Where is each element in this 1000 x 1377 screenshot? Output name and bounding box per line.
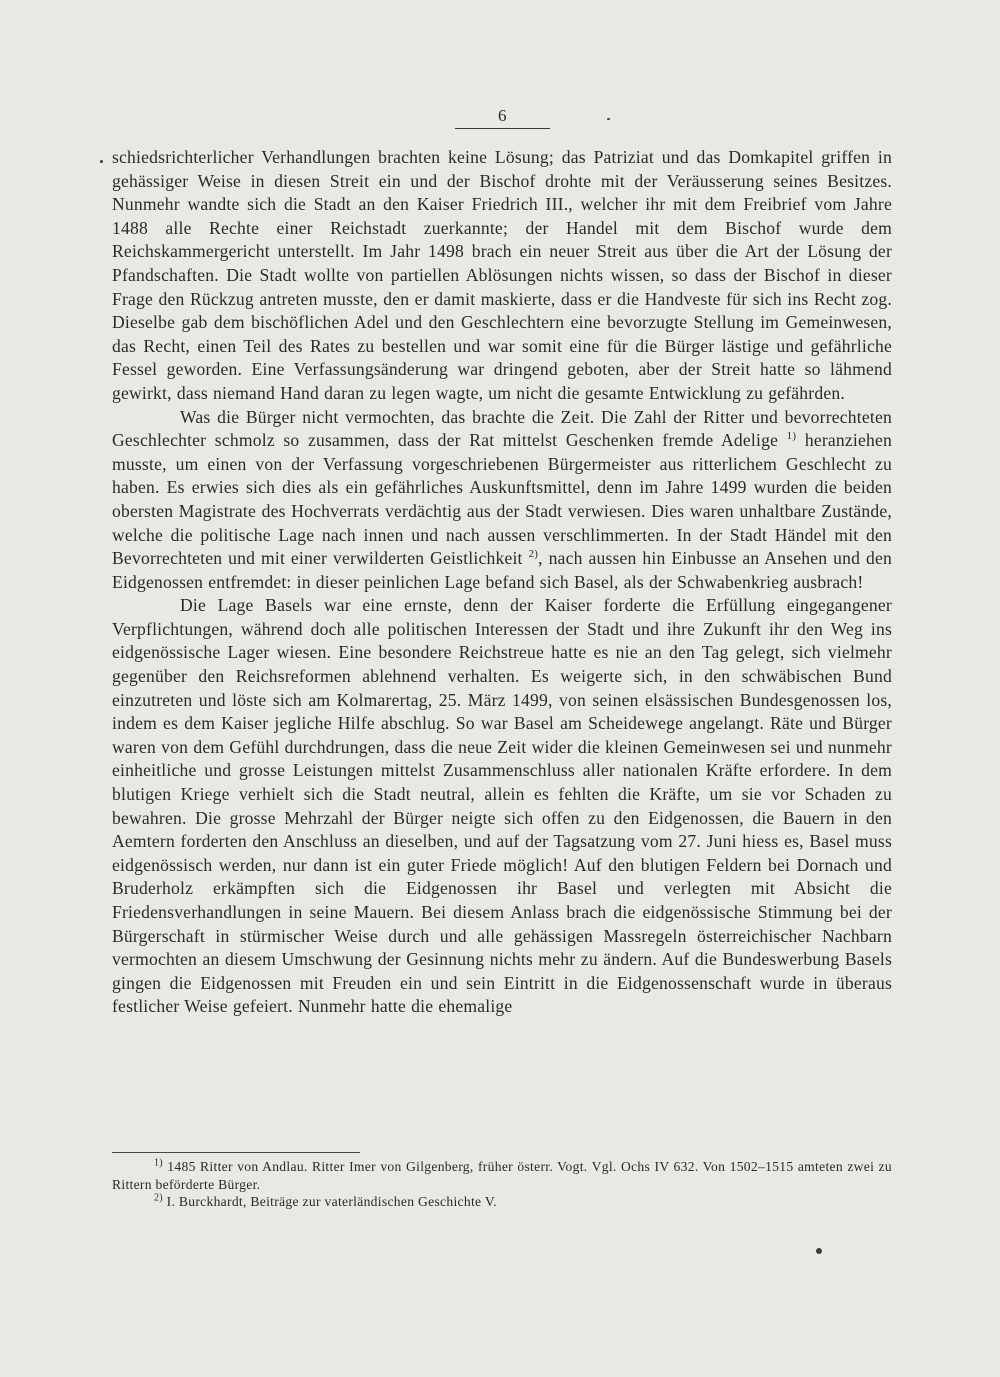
ink-speck [100, 160, 103, 163]
footnote-1-mark: 1) [154, 1157, 163, 1169]
paragraph-2 [112, 406, 892, 595]
paragraph-2-part-1: Was die Bürger nicht vermochten, das brachte die Zeit. Die Zahl der Ritter und bevorrechteten Geschlechter schmolz so zusammen, dass der Rat mittelst Geschenken fremde Adelige [112, 406, 892, 451]
main-text [112, 146, 892, 1019]
paragraph-2-part-2: heranziehen musste, um einen von der Verfassung vorgeschriebenen Bürgermeister aus ritterlichem Geschlecht zu haben. Es erwies sich dies als ein gefährliches Auskunftsmittel, denn im Jahre 1499 wurden die beiden obersten Magistrate des Hochverrats verdächtig aus der Stadt verwiesen. Dies waren unhaltbare Zustände, welche die politische Lage nach innen und nach aussen verschlimmerten. In der Stadt Händel mit den Bevorrechteten und mit einer verwilderten Geistlichkeit [112, 430, 892, 569]
footnotes [112, 1158, 892, 1211]
ink-speck [607, 118, 610, 120]
footnote-separator [112, 1152, 360, 1153]
paragraph-1: schiedsrichterlicher Verhandlungen brachten keine Lösung; das Patriziat und das Domkapitel griffen in gehässiger Weise in diesen Streit ein und der Bischof drohte mit der Veräusserung seines Besitzes. Nunmehr wandte sich die Stadt an den Kaiser Friedrich III., welcher ihr mit dem Freibrief vom Jahre 1488 alle Rechte einer Reichstadt zuerkannte; der Handel mit dem Bischof wurde dem Reichskammergericht unterstellt. Im Jahr 1498 brach ein neuer Streit aus über die Art der Lösung der Pfandschaften. Die Stadt wollte von partiellen Ablösungen nichts wissen, so dass der Bischof in dieser Frage den Rückzug antreten musste, den er damit maskierte, dass er die Handveste für sich ins Recht zog. Dieselbe gab dem bischöflichen Adel und den Geschlechtern eine bevorzugte Stellung im Gemeinwesen, das Recht, einen Teil des Rates zu bestellen und war somit eine für die Bürger lästige und gefährliche Fessel geworden. Eine Verfassungsänderung war dringend geboten, aber der Streit hatte so lähmend gewirkt, dass niemand Hand daran zu legen wagte, um nicht die gesamte Entwicklung zu gefährden. [112, 147, 892, 403]
footnote-2-text: I. Burckhardt, Beiträge zur vaterländischen Geschichte V. [162, 1194, 497, 1209]
page-number-rule [455, 128, 550, 129]
ink-speck [816, 1248, 822, 1254]
paragraph-2-part-3: , nach aussen hin Einbusse an Ansehen und den Eidgenossen entfremdet: in dieser peinlichen Lage befand sich Basel, als der Schwabenkrieg ausbrach! [112, 548, 892, 592]
footnote-1-text: 1485 Ritter von Andlau. Ritter Imer von Gilgenberg, früher österr. Vogt. Vgl. Ochs IV 632. Von 1502–1515 amteten zwei zu Rittern beförderte Bürger. [112, 1159, 892, 1192]
page-number: 6 [498, 106, 507, 125]
footnote-1 [112, 1158, 892, 1193]
footnote-2 [112, 1193, 892, 1211]
footnote-reference-1: 1) [786, 430, 797, 443]
footnote-reference-2: 2) [528, 548, 539, 561]
paragraph-3: Die Lage Basels war eine ernste, denn der Kaiser forderte die Erfüllung eingegangener Verpflichtungen, während doch alle politischen Interessen der Stadt und ihre Zukunft ihr den Weg ins eidgenössische Lager wiesen. Eine besondere Reichstreue hatte es nie an den Tag gelegt, sich vielmehr gegenüber den Reichsreformen ablehnend verhalten. Es weigerte sich, in den schwäbischen Bund einzutreten und löste sich am Kolmarertag, 25. März 1499, von seinen elsässischen Bundesgenossen los, indem es dem Kaiser jegliche Hilfe abschlug. So war Basel am Scheidewege angelangt. Räte und Bürger waren von dem Gefühl durchdrungen, dass die neue Zeit wider die kleinen Gemeinwesen sei und nunmehr einheitliche und grosse Leistungen mittelst Zusammenschluss aller nationalen Kräfte erfordere. In dem blutigen Kriege verhielt sich die Stadt neutral, allein es fehlten die Kräfte, um sie vor Schaden zu bewahren. Die grosse Mehrzahl der Bürger neigte sich offen zu den Eidgenossen, die Bauern in den Aemtern forderten den Anschluss an dieselben, und auf der Tagsatzung vom 27. Juni hiess es, Basel muss eidgenössisch werden, nur dann ist ein guter Friede möglich! Auf den blutigen Feldern bei Dornach und Bruderholz erkämpften sich die Eidgenossen ihr Basel und verlegten mit Absicht die Friedensverhandlungen in seine Mauern. Bei diesem Anlass brach die eidgenössische Stimmung bei der Bürgerschaft in stürmischer Weise durch und alle gehässigen Massregeln österreichischer Nachbarn vermochten an diesem Umschwung der Gesinnung nichts mehr zu ändern. Auf die Bundeswerbung Basels gingen die Eidgenossen mit Freuden ein und sein Eintritt in die Eidgenossenschaft wurde in überaus festlicher Weise gefeiert. Nunmehr hatte die ehemalige [112, 595, 892, 1017]
footnote-2-mark: 2) [154, 1192, 163, 1204]
